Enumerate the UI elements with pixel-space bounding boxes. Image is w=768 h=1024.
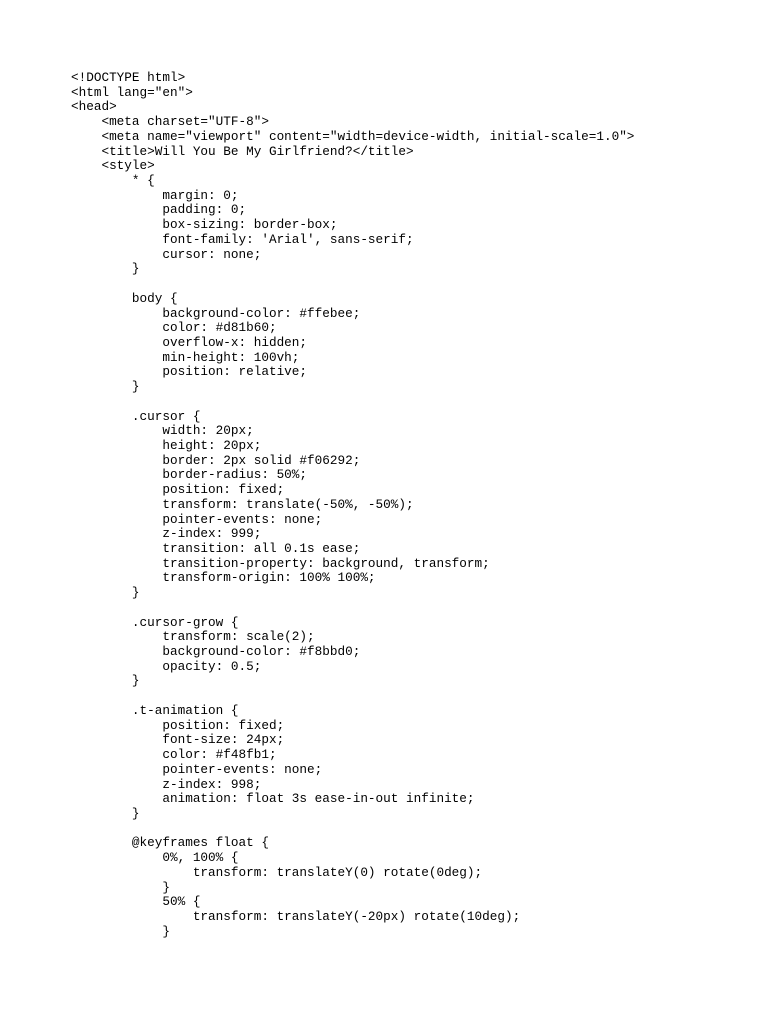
code-line: overflow-x: hidden; — [71, 334, 308, 350]
code-line: font-size: 24px; — [71, 732, 285, 748]
code-line: transform: scale(2); — [71, 629, 315, 645]
code-listing — [71, 71, 634, 939]
code-line: } — [71, 673, 140, 689]
code-line: <meta name="viewport" content="width=device-width, initial-scale=1.0"> — [71, 128, 635, 144]
code-line — [71, 689, 634, 704]
code-line: border-radius: 50%; — [71, 467, 308, 483]
code-line: z-index: 999; — [71, 526, 262, 542]
code-line: color: #f48fb1; — [71, 747, 277, 763]
code-line: .cursor-grow { — [71, 614, 239, 630]
code-line: background-color: #ffebee; — [71, 305, 361, 321]
code-line — [71, 601, 634, 616]
code-line: } — [71, 261, 140, 277]
code-line: .t-animation { — [71, 702, 239, 718]
code-line — [71, 277, 634, 292]
code-line: pointer-events: none; — [71, 511, 323, 527]
code-line: 50% { — [71, 894, 201, 910]
code-line: body { — [71, 290, 178, 306]
code-line: pointer-events: none; — [71, 761, 323, 777]
code-line: position: relative; — [71, 364, 308, 380]
code-line: min-height: 100vh; — [71, 349, 300, 365]
code-line: border: 2px solid #f06292; — [71, 452, 361, 468]
code-line: position: fixed; — [71, 717, 285, 733]
code-line: color: #d81b60; — [71, 320, 277, 336]
code-line: } — [71, 923, 170, 939]
code-line: @keyframes float { — [71, 835, 269, 851]
code-line: transform-origin: 100% 100%; — [71, 570, 376, 586]
code-line: padding: 0; — [71, 202, 247, 218]
code-line: } — [71, 379, 140, 395]
code-line: box-sizing: border-box; — [71, 217, 338, 233]
code-line: 0%, 100% { — [71, 850, 239, 866]
code-line: <style> — [71, 158, 155, 174]
code-line: opacity: 0.5; — [71, 658, 262, 674]
code-line — [71, 395, 634, 410]
code-line: .cursor { — [71, 408, 201, 424]
code-line: height: 20px; — [71, 437, 262, 453]
code-line: transition-property: background, transform; — [71, 555, 490, 571]
code-line: transform: translateY(0) rotate(0deg); — [71, 864, 483, 880]
code-line: } — [71, 585, 140, 601]
code-line: transform: translate(-50%, -50%); — [71, 496, 414, 512]
code-line: margin: 0; — [71, 187, 239, 203]
code-line: <html lang="en"> — [71, 84, 193, 100]
code-line: <meta charset="UTF-8"> — [71, 114, 269, 130]
code-line: position: fixed; — [71, 482, 285, 498]
code-line: transition: all 0.1s ease; — [71, 541, 361, 556]
code-line: z-index: 998; — [71, 776, 262, 792]
code-line: font-family: 'Arial', sans-serif; — [71, 231, 414, 247]
code-line: <title>Will You Be My Girlfriend?</title> — [71, 143, 414, 159]
code-line: } — [71, 879, 170, 895]
code-line: background-color: #f8bbd0; — [71, 644, 361, 660]
code-line: animation: float 3s ease-in-out infinite; — [71, 791, 475, 807]
code-line: <head> — [71, 99, 117, 115]
code-line — [71, 822, 634, 837]
code-line: width: 20px; — [71, 423, 254, 439]
code-line: } — [71, 805, 140, 821]
code-line: <!DOCTYPE html> — [71, 70, 186, 85]
code-line: cursor: none; — [71, 246, 262, 262]
code-line: * { — [71, 173, 155, 189]
code-line: transform: translateY(-20px) rotate(10deg); — [71, 908, 521, 924]
